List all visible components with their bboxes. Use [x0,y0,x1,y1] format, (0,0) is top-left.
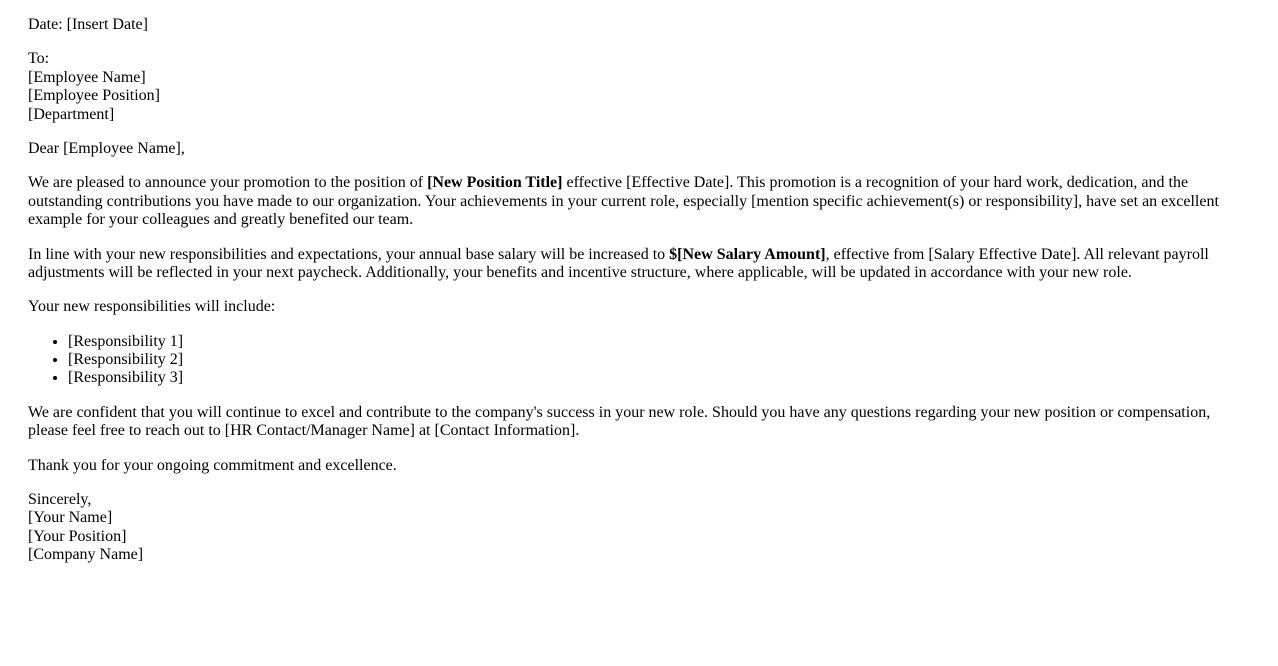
recipient-department-placeholder: [Department] [28,105,115,123]
signature-company-placeholder: [Company Name] [28,546,144,564]
salary-paragraph [28,246,1250,283]
list-item-responsibility-3: • [Responsibility 3] [68,369,1250,387]
signature-closing: Sincerely, [28,491,92,509]
salary-text-before: In line with your new responsibilities and expectations, your annual base salary will be increased to [28,245,670,263]
promotion-letter-document [28,16,1250,565]
date-line: Date: [Insert Date] [28,16,148,33]
promotion-paragraph [28,174,1250,229]
signature-block [28,491,1250,565]
thanks-line: Thank you for your ongoing commitment and excellence. [28,456,397,474]
responsibilities-intro: Your new responsibilities will include: [28,298,276,316]
signature-name-placeholder: [Your Name] [28,509,113,527]
responsibilities-list [28,333,1250,388]
recipient-block [28,50,1250,124]
signature-position-placeholder: [Your Position] [28,527,127,545]
list-item-responsibility-1: • [Responsibility 1] [68,333,1250,351]
new-position-title-placeholder: [New Position Title] [427,174,563,192]
promotion-text-after: effective [Effective Date]. This promotion is a recognition of your hard work, dedication, and the outstanding contributions you have made to our organization. Your achievements in your current role, especially [mention specific achievement(s) or responsibility], have set an excellent example for your colleagues and greatly benefited our team. [28,174,1219,229]
promotion-text-before: We are pleased to announce your promotion to the position of [28,174,428,192]
recipient-position-placeholder: [Employee Position] [28,87,160,105]
salutation: Dear [Employee Name], [28,139,185,157]
recipient-name-placeholder: [Employee Name] [28,68,146,86]
list-item-responsibility-2: • [Responsibility 2] [68,351,1250,369]
salary-text-after: , effective from [Salary Effective Date]. All relevant payroll adjustments will be reflected in your next paycheck. Additionally, your benefits and incentive structure, where applicable, will be updated in accordance with your new role. [28,245,1209,281]
recipient-label: To: [28,50,50,68]
new-salary-amount-placeholder: $[New Salary Amount] [669,245,826,263]
confidence-paragraph: We are confident that you will continue to excel and contribute to the company's success in your new role. Should you have any questions regarding your new position or compensation, please feel free to reach out to [HR Contact/Manager Name] at [Contact Information]. [28,403,1211,440]
